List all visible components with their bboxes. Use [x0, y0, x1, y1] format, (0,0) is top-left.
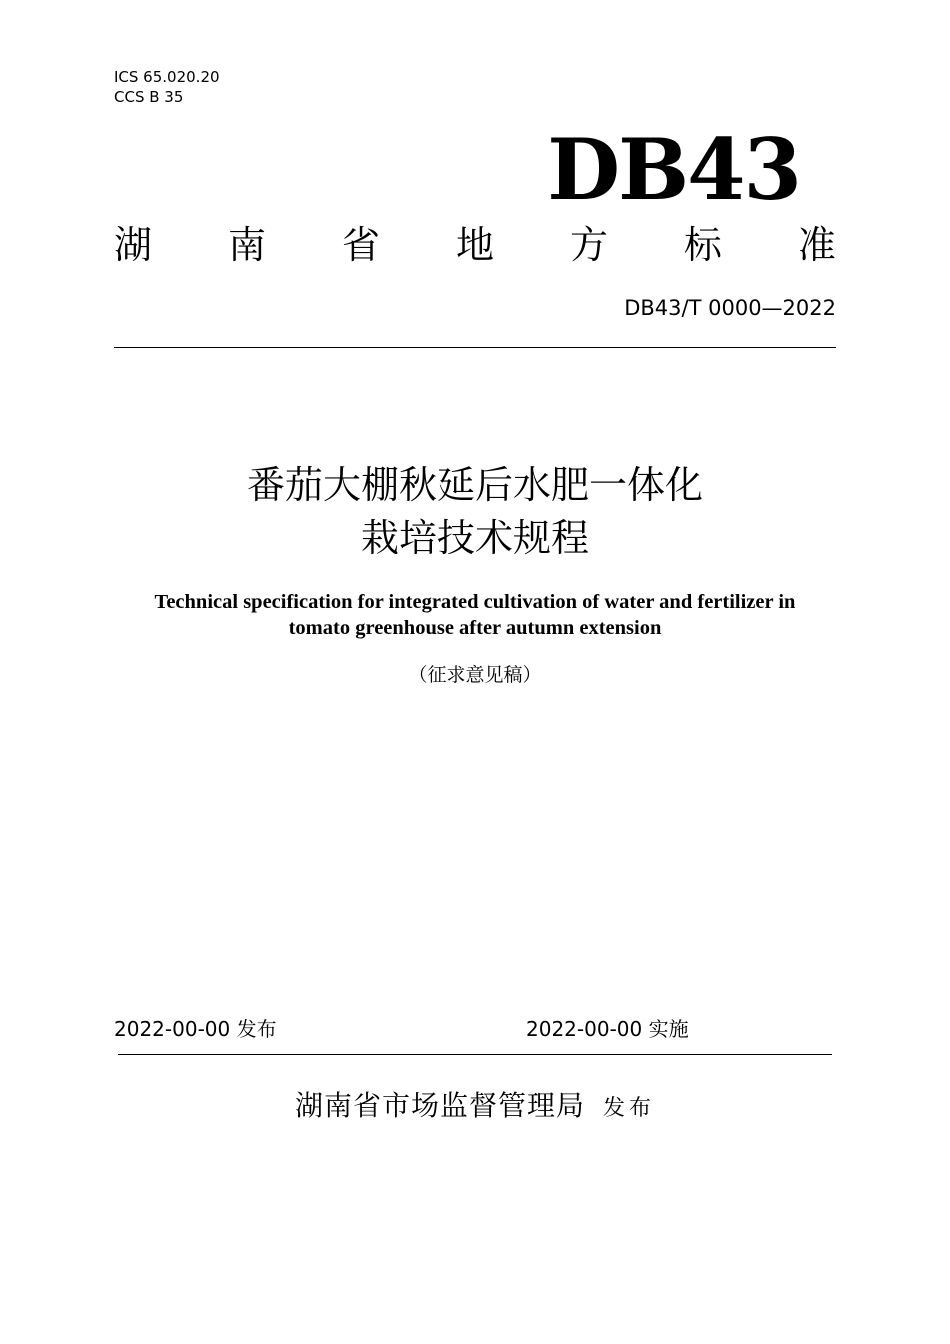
- standard-type-char: 省: [341, 223, 380, 267]
- standard-type-char: 标: [683, 223, 722, 267]
- title-english-line-2: tomato greenhouse after autumn extension: [288, 617, 662, 639]
- draft-status: （征求意见稿）: [408, 664, 542, 686]
- title-chinese-line-1: 番茄大棚秋延后水肥一体化: [246, 463, 703, 507]
- bottom-divider: [118, 1054, 832, 1055]
- title-chinese-line-2: 栽培技术规程: [360, 516, 589, 560]
- standard-type-char: 准: [797, 223, 836, 267]
- standard-type-heading: [114, 220, 836, 270]
- standard-type-char: 湖: [114, 223, 153, 267]
- ccs-code: CCS B 35: [114, 88, 184, 106]
- db43-logo: DB43: [547, 120, 800, 219]
- issuer-organization: 湖南省市场监督管理局: [294, 1089, 585, 1122]
- standard-type-char: 地: [455, 223, 494, 267]
- implement-date: 2022-00-00 实施: [526, 1017, 689, 1041]
- title-english-line-1: Technical specification for integrated cultivation of water and fertilizer in: [154, 591, 796, 613]
- issuer-suffix: 发布: [603, 1096, 656, 1121]
- issuer-line: [0, 1086, 950, 1129]
- top-divider: [114, 347, 836, 348]
- standard-number: DB43/T 0000—2022: [624, 296, 836, 320]
- standard-type-char: 南: [227, 223, 266, 267]
- standard-type-char: 方: [569, 223, 608, 267]
- ics-code: ICS 65.020.20: [114, 68, 220, 86]
- publish-date: 2022-00-00 发布: [114, 1017, 277, 1041]
